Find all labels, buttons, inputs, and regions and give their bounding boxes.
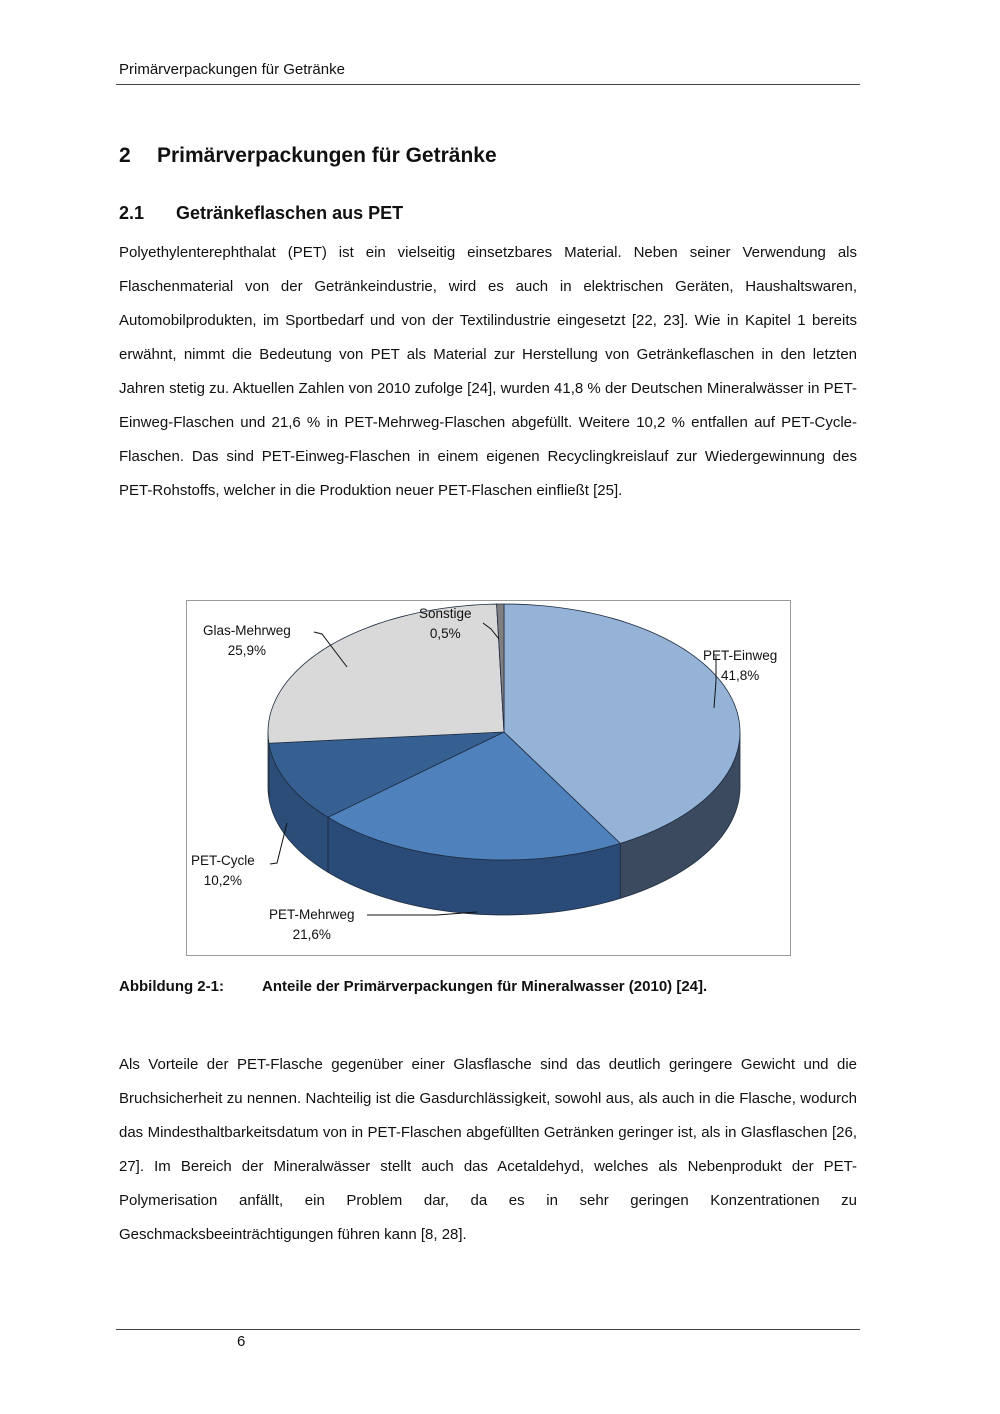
slice-value: 25,9%: [227, 643, 267, 658]
pie-chart: [186, 600, 791, 956]
footer-rule: [116, 1329, 860, 1330]
running-header: Primärverpackungen für Getränke: [119, 61, 345, 78]
slice-value: 10,2%: [203, 873, 243, 888]
label-pet-cycle: [191, 851, 255, 891]
slice-label: PET-Cycle: [191, 853, 255, 868]
chapter-title: Primärverpackungen für Getränke: [157, 144, 497, 167]
section-number: 2.1: [119, 203, 145, 223]
figure-number: Abbildung 2-1:: [119, 978, 224, 995]
paragraph: Polyethylenterephthalat (PET) ist ein vielseitig einsetzbares Material. Neben seiner Verwendung als Flaschenmaterial von der Getränkeindustrie, wird es auch in elektrischen Geräten, Haushaltswaren, Automobilprodukten, im Sportbedarf und von der Textilindustrie eingesetzt [22, 23]. Wie in Kapitel 1 bereits erwähnt, nimmt die Bedeutung von PET als Material zur Herstellung von Getränkeflaschen in den letzten Jahren stetig zu. Aktuellen Zahlen von 2010 zufolge [24], wurden 41,8 % der Deutschen Mineralwässer in PET-Einweg-Flaschen und 21,6 % in PET-Mehrweg-Flaschen abgefüllt. Weitere 10,2 % entfallen auf PET-Cycle-Flaschen. Das sind PET-Einweg-Flaschen in einem eigenen Recyclingkreislauf zur Wiedergewinnung des PET-Rohstoffs, welcher in die Produktion neuer PET-Flaschen einfließt [25].: [119, 244, 857, 499]
slice-label: Glas-Mehrweg: [203, 623, 291, 638]
paragraph: Als Vorteile der PET-Flasche gegenüber einer Glasflasche sind das deutlich geringere Gewicht und die Bruchsicherheit zu nennen. Nachteilig ist die Gasdurchlässigkeit, sowohl aus, als auch in die Flasche, wodurch das Mindesthaltbarkeitsdatum von in PET-Flaschen abgefüllten Getränken geringer ist, als in Glasflaschen [26, 27]. Im Bereich der Mineralwässer stellt auch das Acetaldehyd, welches als Nebenprodukt der PET-Polymerisation anfällt, ein Problem dar, da es in sehr geringen Konzentrationen zu Geschmacksbeeinträchtigungen führen kann [8, 28].: [119, 1056, 857, 1243]
label-glas-mehrweg: [203, 621, 291, 661]
section-title: Getränkeflaschen aus PET: [176, 203, 404, 223]
page-number: 6: [237, 1333, 246, 1350]
chapter-number: 2: [119, 144, 131, 167]
chapter-heading: [119, 144, 497, 168]
slice-value: 0,5%: [429, 626, 461, 641]
figure-caption-text: Anteile der Primärverpackungen für Mineralwasser (2010) [24].: [262, 978, 708, 995]
section-heading: [119, 203, 403, 224]
slice-value: 41,8%: [721, 668, 760, 683]
slice-label: PET-Einweg: [703, 648, 778, 663]
label-pet-einweg: [703, 646, 777, 686]
label-pet-mehrweg: [269, 905, 355, 945]
label-sonstige: [419, 604, 472, 644]
header-rule: [116, 84, 860, 85]
slice-value: 21,6%: [292, 927, 331, 942]
figure-caption: [119, 978, 707, 995]
slice-label: Sonstige: [419, 606, 472, 621]
slice-label: PET-Mehrweg: [269, 907, 355, 922]
